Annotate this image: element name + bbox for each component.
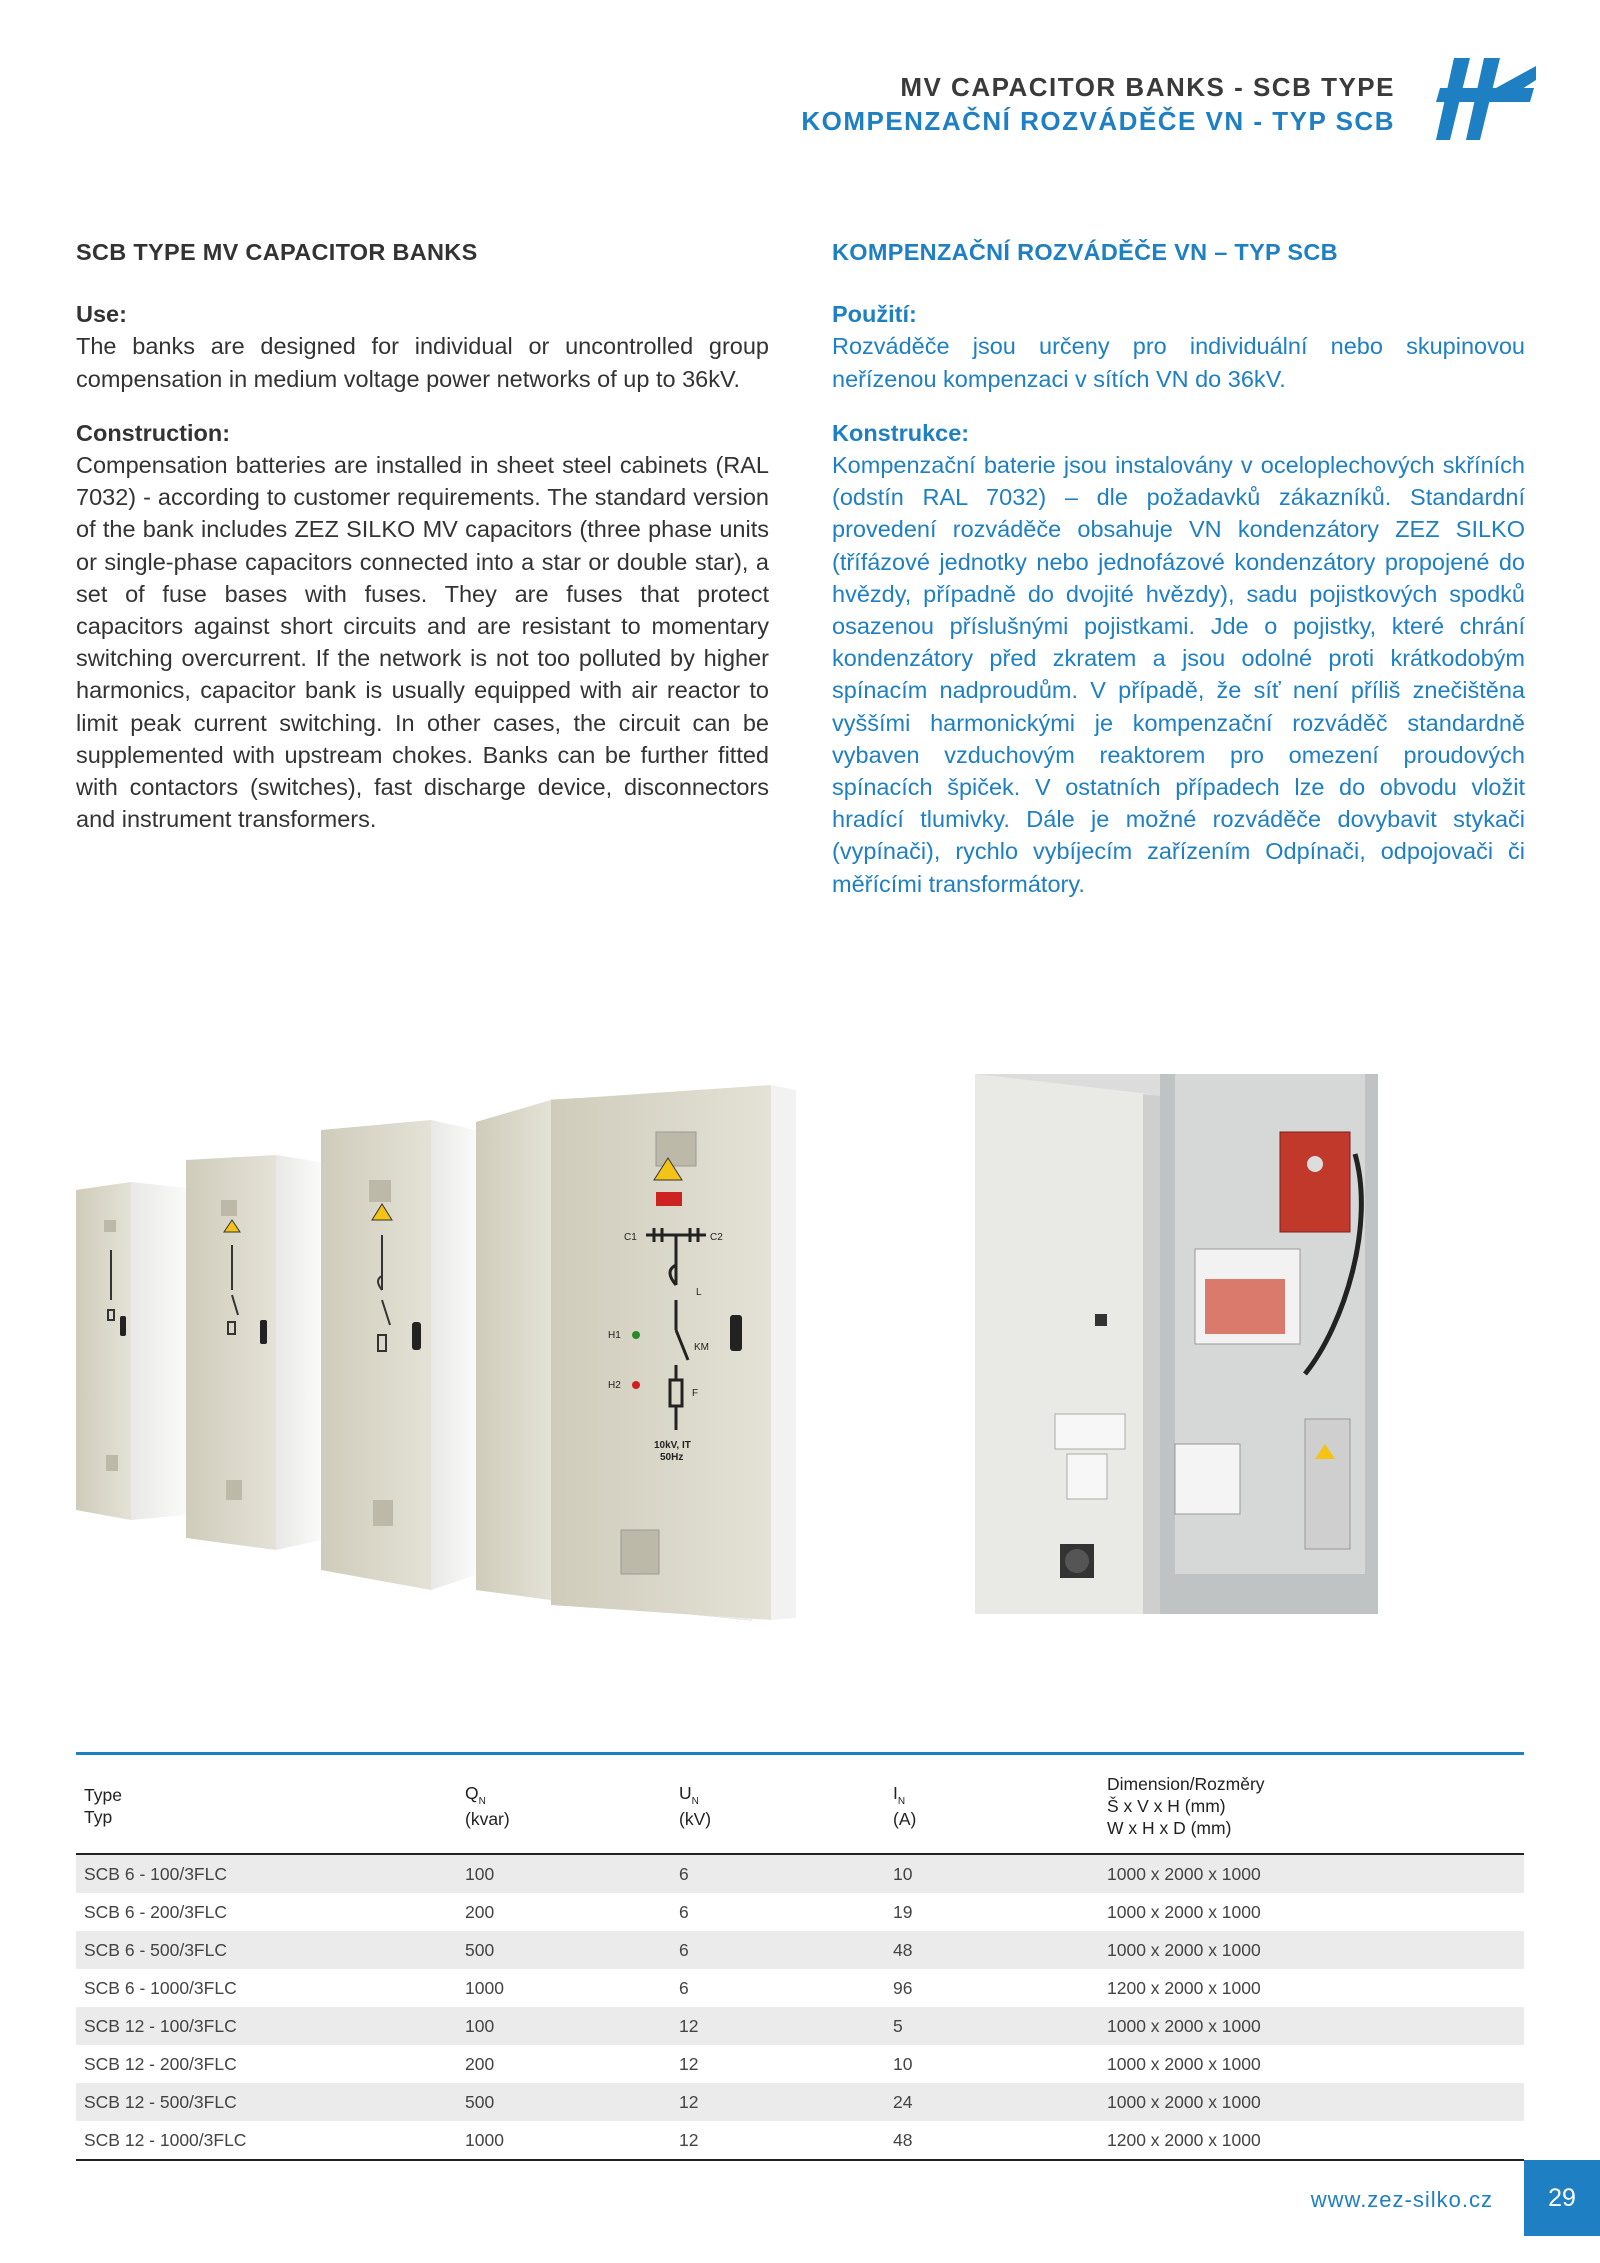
use-text-cz: Rozváděče jsou určeny pro individuální nebo skupinovou neřízenou kompenzaci v sítích VN do 36kV. bbox=[832, 333, 1525, 392]
website-link[interactable]: www.zez-silko.cz bbox=[1310, 2187, 1493, 2212]
table-row: SCB 12 - 1000/3FLC 1000 12 48 1200 x 2000 x 1000 bbox=[76, 2121, 1524, 2160]
table-row: SCB 6 - 100/3FLC 100 6 10 1000 x 2000 x 1000 bbox=[76, 1854, 1524, 1893]
table-row: SCB 6 - 500/3FLC 500 6 48 1000 x 2000 x 1000 bbox=[76, 1931, 1524, 1969]
czech-column bbox=[832, 236, 1525, 922]
label-freq: 50Hz bbox=[660, 1452, 684, 1463]
col-dimension: Dimension/Rozměry Š x V x H (mm) W x H x D (mm) bbox=[1107, 1774, 1265, 1838]
page-number: 29 bbox=[1524, 2160, 1600, 2236]
label-voltage: 10kV, IT bbox=[654, 1440, 691, 1451]
construction-text-cz: Kompenzační baterie jsou instalovány v oceloplechových skříních (odstín RAL 7032) – dle požadavků zákazníků. Standardní provedení rozváděče obsahuje VN kondenzátory ZEZ SILKO (třífázové jednotky nebo jednofázové kondenzátory propojené do hvězdy, případně do dvojité hvězdy), sadu pojistkových spodků osazenou příslušnými pojistkami. Jde o pojistky, které chrání kondenzátory před zkratem a jsou odolné proti krátkodobým spínacím nadproudům. V případě, že síť není příliš znečištěna vyššími harmonickými je kompenzační rozváděč standardně vybaven vzduchovým reaktorem pro omezení proudových spínacích špiček. V ostatních případech lze do obvodu vložit hradící tlumivky. Dále je možné rozváděče dovybavit stykači (vypínači), rychlo vybíjecím zařízením Odpínači, odpojovači či měřícími transformátory. bbox=[832, 452, 1525, 897]
col-type: Type Typ bbox=[84, 1785, 122, 1827]
label-h1: H1 bbox=[608, 1330, 621, 1341]
cabinets-photo bbox=[76, 1060, 796, 1630]
cabinet-interior-photo bbox=[975, 1074, 1378, 1614]
label-f: F bbox=[692, 1388, 699, 1399]
use-text-en: The banks are designed for individual or uncontrolled group compensation in medium voltage power networks of up to 36kV. bbox=[76, 333, 769, 392]
label-c2: C2 bbox=[710, 1232, 723, 1243]
page-header bbox=[801, 70, 1395, 138]
col-un: $U_N$ (kV) bbox=[679, 1783, 712, 1829]
specs-table bbox=[76, 1752, 1524, 2161]
construction-label-cz: Konstrukce: bbox=[832, 419, 970, 446]
table-row: SCB 6 - 200/3FLC 200 6 19 1000 x 2000 x 1000 bbox=[84, 1901, 1261, 1922]
table-header-row bbox=[76, 1754, 1524, 1855]
use-label-cz: Použití: bbox=[832, 301, 917, 328]
label-c1: C1 bbox=[624, 1232, 637, 1243]
table-row: SCB 12 - 100/3FLC 100 12 5 1000 x 2000 x 1000 bbox=[76, 2007, 1524, 2045]
section-heading-en: SCB TYPE MV CAPACITOR BANKS bbox=[76, 239, 478, 265]
section-heading-cz: KOMPENZAČNÍ ROZVÁDĚČE VN – TYP SCB bbox=[832, 239, 1338, 265]
table-row: SCB 12 - 500/3FLC 500 12 24 1000 x 2000 x 1000 bbox=[76, 2083, 1524, 2121]
label-l: L bbox=[696, 1287, 702, 1298]
col-in: $I_N$ (A) bbox=[893, 1783, 917, 1829]
label-km: KM bbox=[694, 1342, 709, 1353]
english-column bbox=[76, 236, 769, 857]
col-qn: $Q_N$ (kvar) bbox=[465, 1783, 510, 1829]
company-logo-icon bbox=[1436, 58, 1536, 140]
use-label-en: Use: bbox=[76, 301, 127, 328]
header-title-en: MV CAPACITOR BANKS - SCB TYPE bbox=[900, 72, 1395, 102]
table-row: SCB 12 - 200/3FLC 200 12 10 1000 x 2000 x 1000 bbox=[84, 2053, 1261, 2074]
header-title-cz: KOMPENZAČNÍ ROZVÁDĚČE VN - TYP SCB bbox=[801, 106, 1395, 136]
label-h2: H2 bbox=[608, 1380, 621, 1391]
table-row: SCB 6 - 1000/3FLC 1000 6 96 1200 x 2000 x 1000 bbox=[84, 1977, 1261, 1998]
construction-label-en: Construction: bbox=[76, 419, 231, 446]
construction-text-en: Compensation batteries are installed in sheet steel cabinets (RAL 7032) - according to customer requirements. The standard version of the bank includes ZEZ SILKO MV capacitors (three phase units or single-phase capacitors connected into a star or double star), a set of fuse bases with fuses. They are fuses that protect capacitors against short circuits and are resistant to momentary switching overcurrent. If the network is not too polluted by higher harmonics, capacitor bank is usually equipped with air reactor to limit peak current switching. In other cases, the circuit can be supplemented with upstream chokes. Banks can be further fitted with contactors (switches), fast discharge device, disconnectors and instrument transformers. bbox=[76, 452, 769, 833]
